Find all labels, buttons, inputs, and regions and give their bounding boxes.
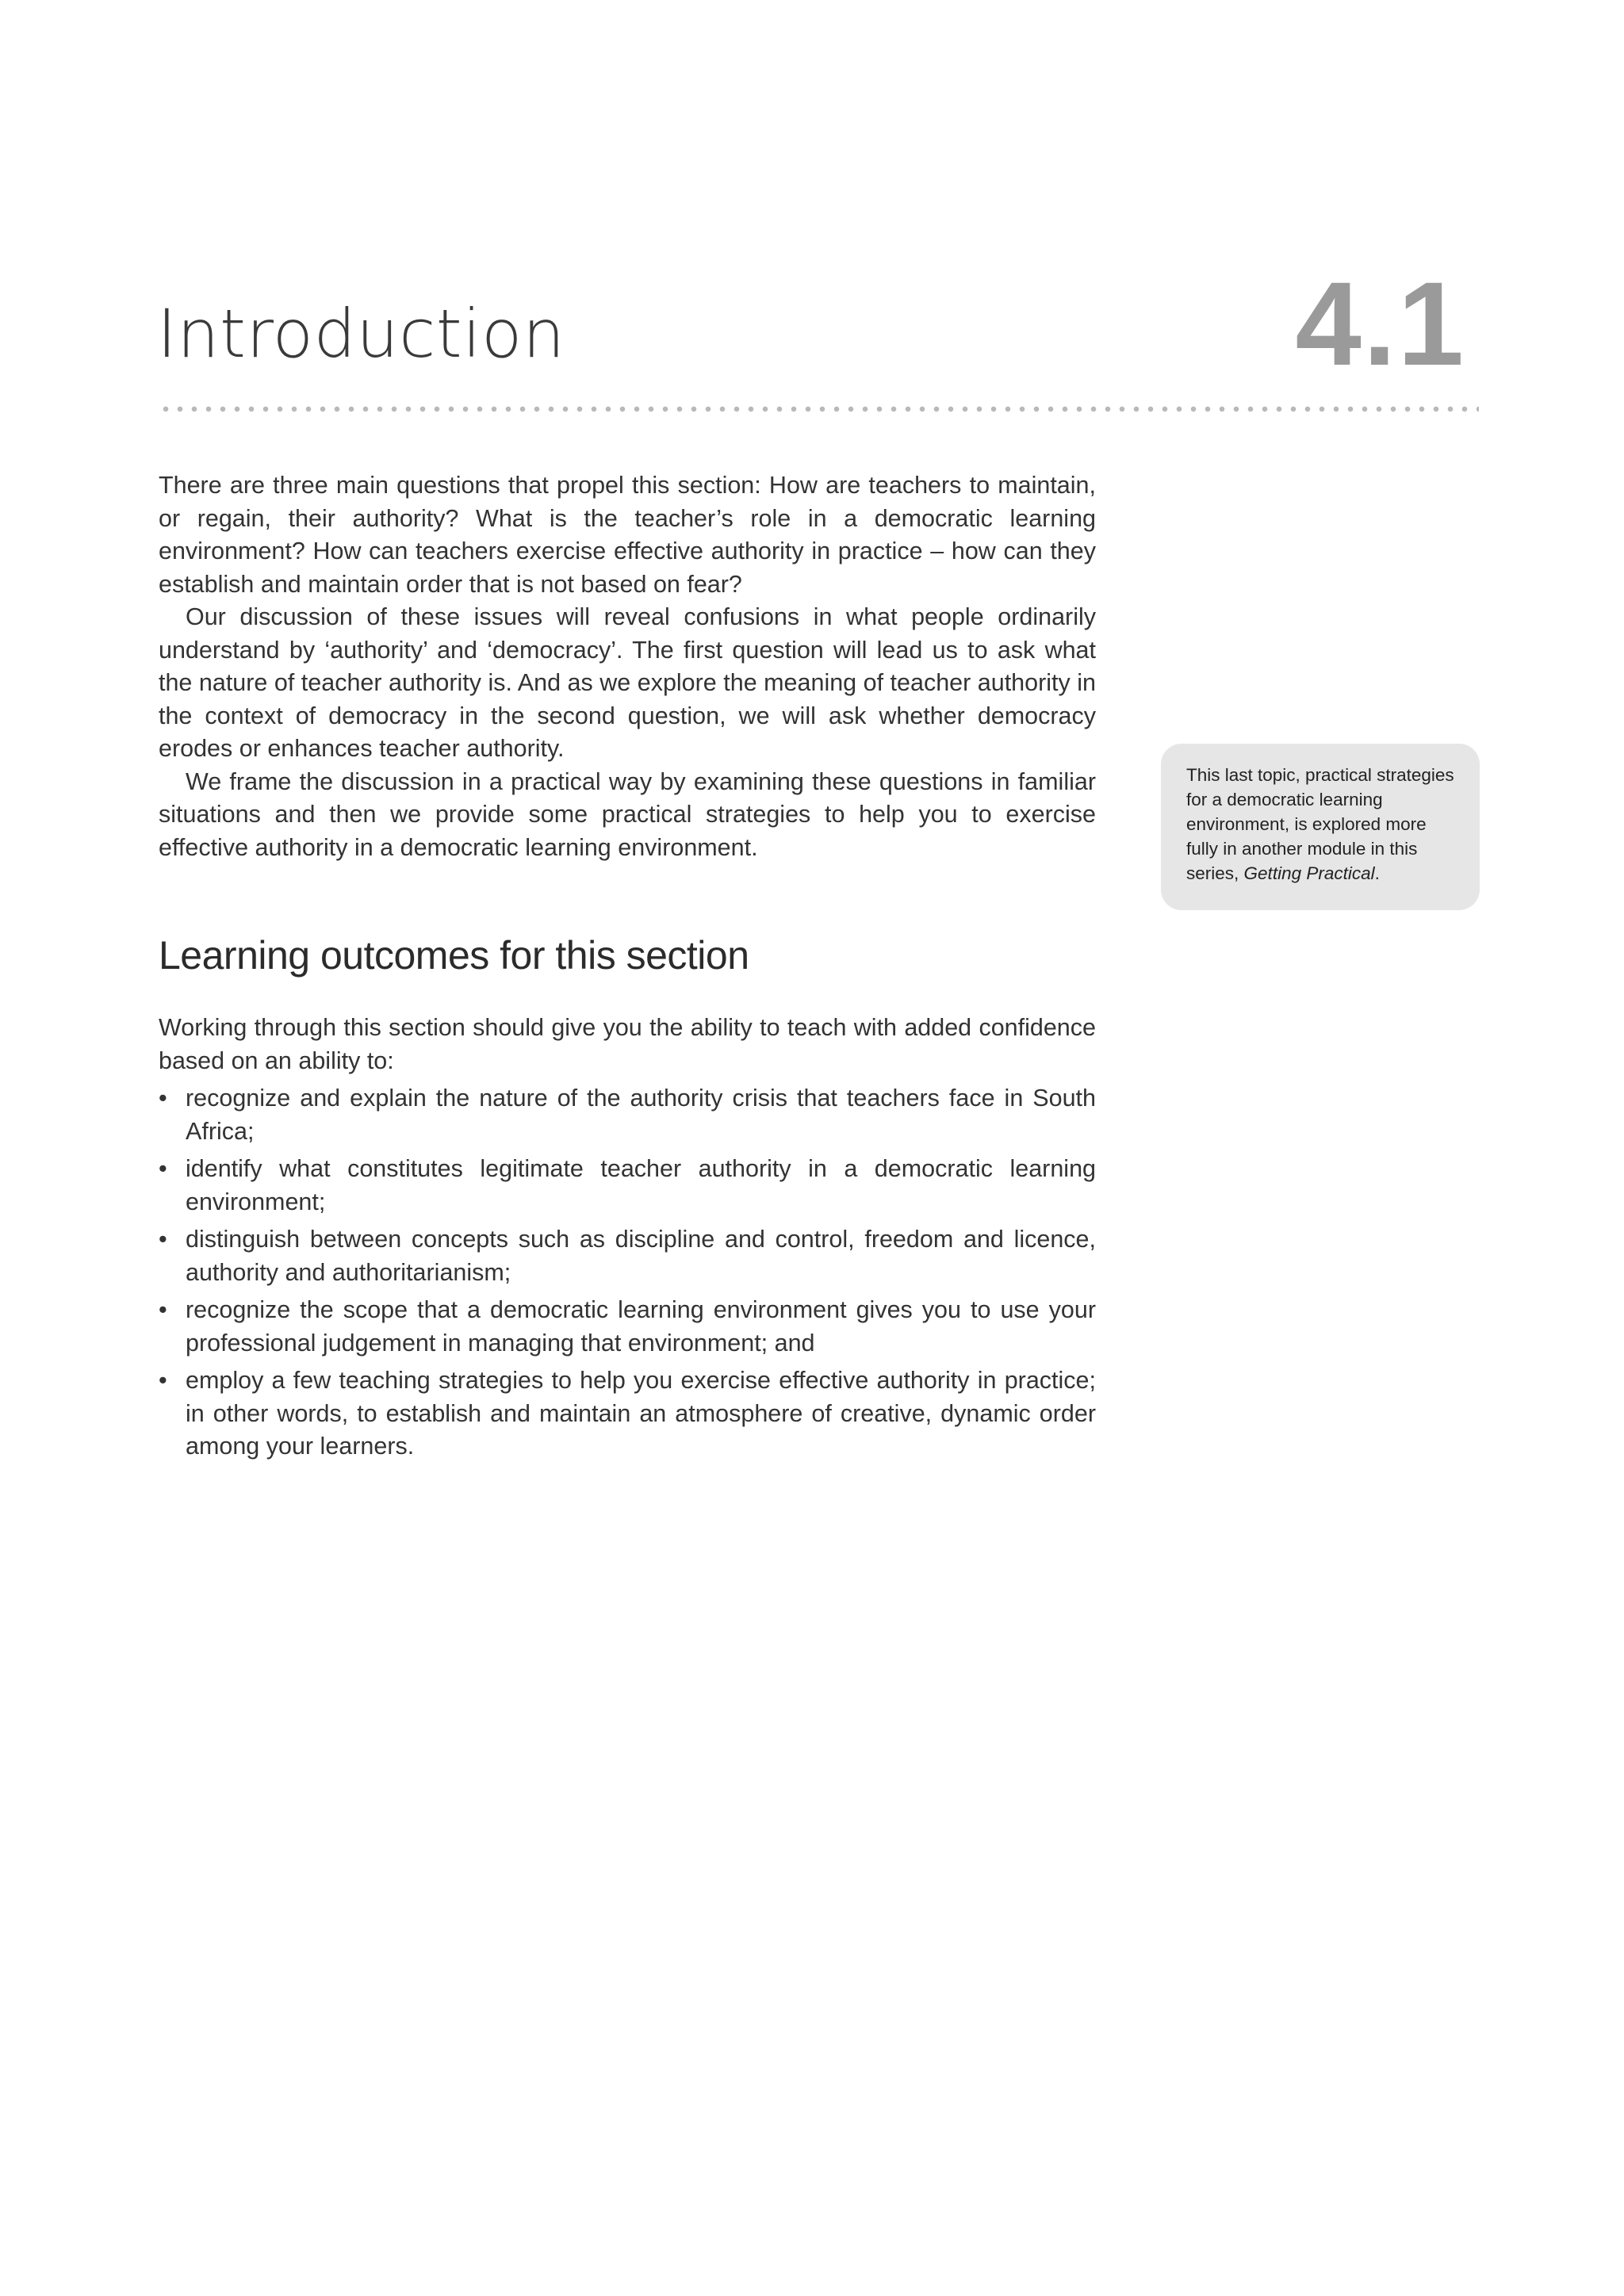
outcomes-section	[159, 1012, 1096, 1468]
bullet-icon: •	[159, 1155, 167, 1182]
page-title: Introduction	[157, 295, 565, 373]
outcomes-heading: Learning outcomes for this section	[159, 933, 749, 978]
list-item	[159, 1294, 1096, 1360]
list-item-text: recognize and explain the nature of the authority crisis that teachers face in South Africa;	[186, 1085, 1096, 1145]
bullet-icon: •	[159, 1367, 167, 1394]
list-item-text: recognize the scope that a democratic learning environment gives you to use your professional judgement in managing that environment; and	[186, 1296, 1096, 1357]
bullet-icon: •	[159, 1296, 167, 1323]
intro-paragraph: There are three main questions that propel this section: How are teachers to maintain, or regain, their authority? What is the teacher’s role in a democratic learning environment? How can teachers exercise effective authority in practice – how can they establish and maintain order that is not based on fear?	[159, 472, 1096, 598]
bullet-icon: •	[159, 1226, 167, 1253]
intro-paragraph: We frame the discussion in a practical way by examining these questions in familiar situations and then we provide some practical strategies to help you to exercise effective authority in a democratic learning environment.	[159, 767, 1096, 861]
list-item	[159, 1223, 1096, 1289]
dotted-divider	[159, 406, 1479, 412]
intro-paragraph: Our discussion of these issues will reveal confusions in what people ordinarily understand by ‘authority’ and ‘democracy’. The first question will lead us to ask what the nature of teacher authority is. And as we explore the meaning of teacher authority in the context of democracy in the second question, we will ask whether democracy erodes or enhances teacher authority.	[159, 603, 1096, 762]
list-item	[159, 1082, 1096, 1148]
list-item-text: identify what constitutes legitimate teacher authority in a democratic learning environment;	[186, 1155, 1096, 1215]
outcomes-lead: Working through this section should give you the ability to teach with added confidence based on an ability to:	[159, 1014, 1096, 1074]
section-number: 4.1	[1295, 257, 1465, 390]
margin-note-end: .	[1374, 863, 1380, 883]
margin-note	[1161, 744, 1480, 910]
intro-text	[159, 469, 1096, 864]
bullet-icon: •	[159, 1085, 167, 1112]
margin-note-module-title: Getting Practical	[1243, 863, 1375, 883]
list-item-text: distinguish between concepts such as discipline and control, freedom and licence, authority and authoritarianism;	[186, 1226, 1096, 1286]
list-item-text: employ a few teaching strategies to help you exercise effective authority in practice; in other words, to establish and maintain an atmosphere of creative, dynamic order among your learners.	[186, 1367, 1096, 1460]
margin-note-text: This last topic, practical strategies for a democratic learning environment, is explored more fully in another module in this series,	[1186, 765, 1454, 883]
list-item	[159, 1153, 1096, 1219]
outcomes-list	[159, 1082, 1096, 1464]
list-item	[159, 1364, 1096, 1464]
